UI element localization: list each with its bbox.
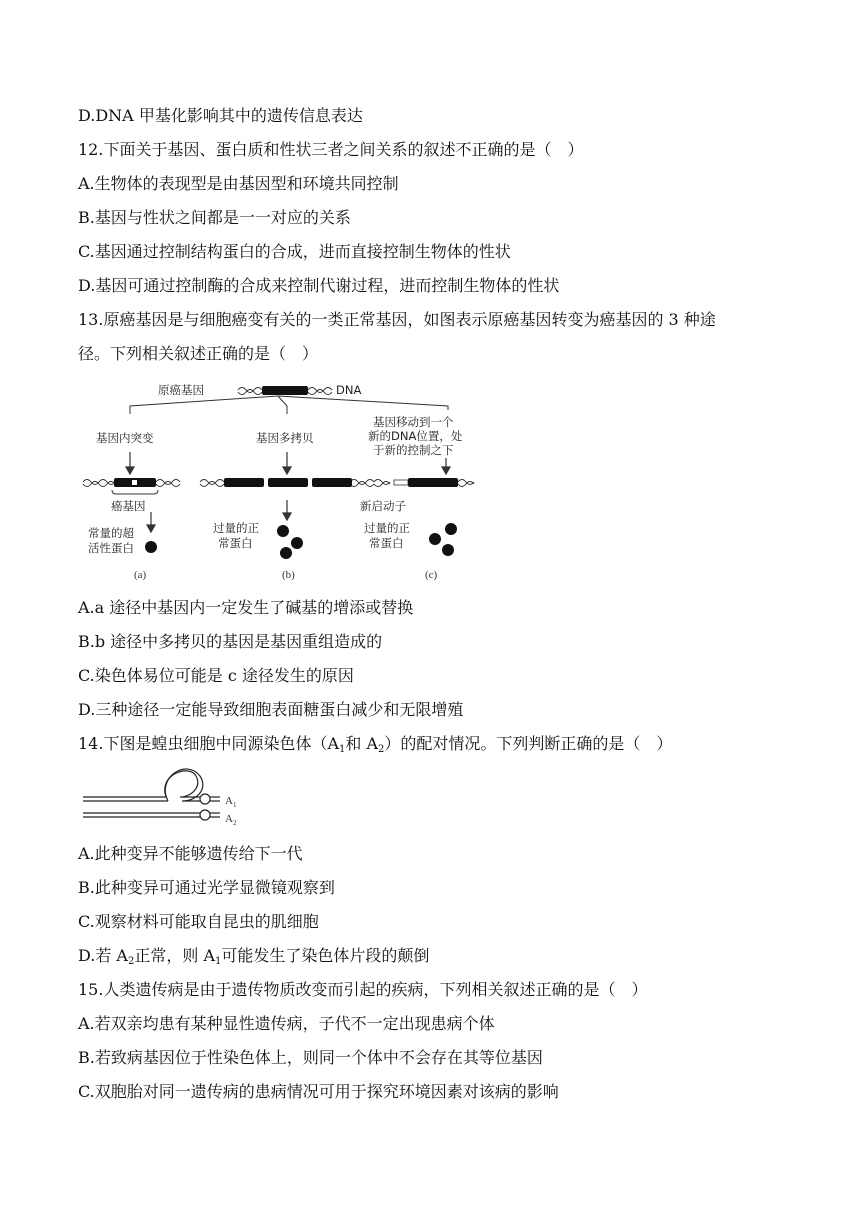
fig13-branch-c-3: 于新的控制之下	[373, 443, 454, 457]
fig14-label-a2: $A_2$	[225, 813, 237, 827]
fig13-caption-a: (a)	[134, 569, 147, 581]
q14-option-d: D.若 $A_2$正常，则 $A_1$可能发生了染色体片段的颠倒	[78, 946, 430, 967]
q13-option-c: C.染色体易位可能是 c 途径发生的原因	[78, 666, 354, 685]
q13-option-b: B.b 途径中多拷贝的基因是基因重组造成的	[78, 632, 383, 651]
q12-option-d: D.基因可通过控制酶的合成来控制代谢过程，进而控制生物体的性状	[78, 276, 560, 295]
fig13-prod-b-2: 常蛋白	[218, 536, 253, 550]
fig13-caption-b: (b)	[282, 569, 295, 581]
fig13-prod-c-2: 常蛋白	[369, 536, 404, 550]
q13-stem-line1: 13.原癌基因是与细胞癌变有关的一类正常基因，如图表示原癌基因转变为癌基因的 3 种途	[78, 310, 716, 329]
fig13-prod-c-1: 过量的正	[364, 521, 410, 535]
q14-option-c: C.观察材料可能取自昆虫的肌细胞	[78, 912, 319, 931]
fig13-protein-c2	[429, 533, 441, 545]
fig13-branch-lines	[130, 396, 448, 414]
fig13-prod-b-1: 过量的正	[213, 521, 259, 535]
fig14-chromosome-a1	[83, 769, 220, 801]
q14-option-b: B.此种变异可通过光学显微镜观察到	[78, 878, 335, 897]
fig13-gene-c	[408, 478, 458, 487]
fig13-branch-a: 基因内突变	[96, 431, 154, 445]
fig13-prod-a-1: 常量的超	[88, 526, 134, 540]
q13-option-d: D.三种途径一定能导致细胞表面糖蛋白减少和无限增殖	[78, 700, 464, 719]
fig13-gene-a-bracket	[112, 490, 158, 494]
fig13-gene-b-copy1	[224, 478, 264, 487]
q15-option-a: A.若双亲均患有某种显性遗传病，子代不一定出现患病个体	[78, 1014, 495, 1033]
q15-option-b: B.若致病基因位于性染色体上，则同一个体中不会存在其等位基因	[78, 1048, 543, 1067]
fig13-protein-b3	[280, 547, 292, 559]
q12-option-b: B.基因与性状之间都是一一对应的关系	[78, 208, 351, 227]
fig13-branch-c-2: 新的DNA位置，处	[368, 429, 463, 443]
fig13-top-label: 原癌基因	[158, 383, 204, 397]
q13-option-a: A.a 途径中基因内一定发生了碱基的增添或替换	[78, 598, 414, 617]
q14-stem: 14.下图是蝗虫细胞中同源染色体（$A_1$和 $A_2$）的配对情况。下列判断正确的是（ ）	[78, 734, 673, 755]
q12-stem: 12.下面关于基因、蛋白质和性状三者之间关系的叙述不正确的是（ ）	[78, 140, 584, 159]
q12-option-a: A.生物体的表现型是由基因型和环境共同控制	[78, 174, 399, 193]
fig13-branch-c-1: 基因移动到一个	[373, 415, 454, 429]
fig14-centromere-a1	[200, 794, 210, 804]
q14-option-a: A.此种变异不能够遗传给下一代	[78, 844, 303, 863]
q15-stem: 15.人类遗传病是由于遗传物质改变而引起的疾病，下列相关叙述正确的是（ ）	[78, 980, 648, 999]
q12-option-c: C.基因通过控制结构蛋白的合成，进而直接控制生物体的性状	[78, 242, 511, 261]
fig13-caption-c: (c)	[425, 569, 438, 581]
q11-option-d: D.DNA 甲基化影响其中的遗传信息表达	[78, 106, 363, 125]
fig13-dna-label: DNA	[336, 383, 362, 397]
fig13-prod-a-2: 活性蛋白	[88, 541, 134, 555]
fig14-centromere-a2	[200, 810, 210, 820]
fig13-protein-c1	[445, 523, 457, 535]
fig13-protein-a	[145, 541, 157, 553]
fig13-new-promoter-label: 新启动子	[360, 499, 406, 513]
q14-figure	[78, 764, 258, 832]
fig13-protein-b2	[291, 537, 303, 549]
fig14-label-a1: $A_1$	[225, 795, 237, 809]
fig13-gene-b-copy2	[268, 478, 308, 487]
fig13-protein-c3	[442, 544, 454, 556]
fig13-new-promoter-box	[394, 480, 408, 485]
fig13-gene-a-mutation	[132, 480, 137, 485]
q13-stem-line2: 径。下列相关叙述正确的是（ ）	[78, 344, 319, 363]
fig13-cancer-gene-label: 癌基因	[111, 499, 146, 513]
fig13-top-gene	[262, 386, 308, 395]
q13-figure	[78, 372, 498, 587]
q15-option-c: C.双胞胎对同一遗传病的患病情况可用于探究环境因素对该病的影响	[78, 1082, 559, 1101]
fig13-protein-b1	[277, 525, 289, 537]
fig13-branch-b: 基因多拷贝	[256, 431, 314, 445]
fig13-gene-b-copy3	[312, 478, 352, 487]
